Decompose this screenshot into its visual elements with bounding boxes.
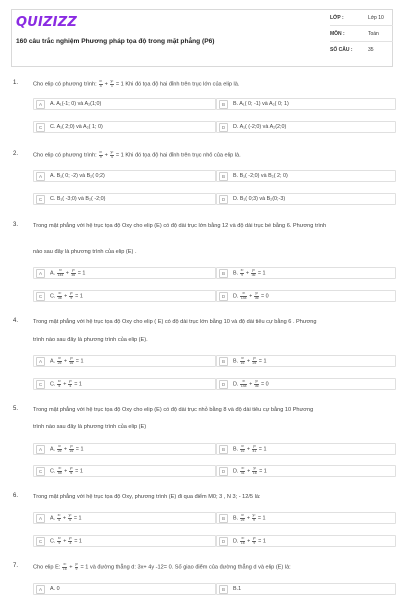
answer-option-b[interactable] <box>216 355 396 367</box>
fraction: $\frac{\text{y²}}{9}$ <box>69 290 73 300</box>
question-5 <box>11 406 393 482</box>
fraction: $\frac{\text{y²}}{25}$ <box>252 355 257 365</box>
fraction: $\frac{\text{y²}}{36}$ <box>251 267 256 277</box>
fraction: $\frac{\text{y²}}{36}$ <box>71 267 76 277</box>
answer-option-b[interactable] <box>216 443 396 455</box>
fraction: $\frac{\text{y²}}{36}$ <box>254 290 259 300</box>
option-text: B. $\frac{\text{x²}}{9}$ + $\frac{\text{y²}}{36}$ = 1 <box>233 267 266 277</box>
meta-key: MÔN : <box>330 30 345 37</box>
question-number: 2. <box>13 151 19 157</box>
fraction: $\frac{\text{x²}}{144}$ <box>57 267 64 277</box>
fraction: $\frac{\text{x²}}{5}$ <box>57 378 61 388</box>
answer-option-b[interactable] <box>216 267 396 279</box>
question-text-part: Cho elip E: <box>33 564 62 571</box>
option-text: A. $\frac{\text{x²}}{25}$ + $\frac{\text{y²}}{16}$ = 1 <box>50 355 84 365</box>
answer-option-d[interactable] <box>216 535 396 547</box>
option-badge: B <box>219 445 228 454</box>
option-badge: A <box>36 100 45 109</box>
worksheet-meta <box>330 10 393 58</box>
question-text: Cho elip có phương trình: $\frac{\text{x²}}{4}$ + $\frac{\text{y²}}{1}$ = 1 Khi đó tọa độ hai đỉnh trên trục lớn của elip là. <box>33 79 240 88</box>
option-badge: C <box>36 380 45 389</box>
fraction: $\frac{\text{x²}}{36}$ <box>57 290 62 300</box>
option-text: A. 0 <box>50 586 60 592</box>
option-badge: B <box>219 514 228 523</box>
question-text-part: Cho elip có phương trình: <box>33 152 99 159</box>
answer-option-c[interactable] <box>33 193 216 205</box>
option-text: C. $\frac{\text{x²}}{9}$ + $\frac{\text{y²}}{3}$ = 1 <box>50 535 82 545</box>
fraction: $\frac{\text{y²}}{9}$ <box>252 512 256 522</box>
answer-option-c[interactable] <box>33 290 216 302</box>
answer-option-d[interactable] <box>216 378 396 390</box>
fraction: $\frac{\text{x²}}{9}$ <box>99 150 103 159</box>
option-text: D. $\frac{\text{x²}}{144}$ + $\frac{\text{y²}}{36}$ = 0 <box>233 290 269 300</box>
answer-option-b[interactable] <box>216 583 396 595</box>
fraction: $\frac{\text{x²}}{55}$ <box>57 465 62 475</box>
fraction: $\frac{\text{y²}}{4}$ <box>68 378 72 388</box>
fraction: $\frac{\text{x²}}{16}$ <box>240 443 245 453</box>
question-1 <box>11 80 393 140</box>
option-text: A. $\frac{\text{x²}}{144}$ + $\frac{\text{y²}}{36}$ = 1 <box>50 267 86 277</box>
question-text: Trong mặt phẳng với hệ trục tọa độ Oxy, phương trình (E) đi qua điểm M0; 3 , N 3; - 12/5 là: <box>33 494 261 500</box>
answer-option-a[interactable] <box>33 355 216 367</box>
option-text: D. $\frac{\text{x²}}{144}$ + $\frac{\text{y²}}{36}$ = 0 <box>233 378 269 388</box>
answer-option-b[interactable] <box>216 98 396 110</box>
option-badge: A <box>36 172 45 181</box>
fraction: $\frac{\text{x²}}{9}$ <box>240 267 244 277</box>
option-badge: A <box>36 585 45 594</box>
fraction: $\frac{\text{y²}}{1}$ <box>110 79 114 88</box>
fraction: $\frac{\text{x²}}{25}$ <box>57 355 62 365</box>
meta-value: Lớp 10 <box>368 14 384 21</box>
fraction: $\frac{\text{y²}}{41}$ <box>252 443 257 453</box>
question-text: Trong mặt phẳng với hệ trục tọa độ Oxy cho elip ( E) có độ dài trục lớn bằng 10 và độ dài tiêu cự bằng 6 . Phương <box>33 319 317 325</box>
worksheet-title: 160 câu trắc nghiệm Phương pháp tọa độ trong mặt phẳng (P6) <box>16 38 215 45</box>
option-text: D. A₁( (-2;0) và A₂(2;0) <box>233 124 287 130</box>
question-number: 6. <box>13 493 19 499</box>
question-text-part: = 1 Khi đó tọa độ hai đỉnh trên trục lớn của elip là. <box>114 81 240 88</box>
answer-option-a[interactable] <box>33 170 216 182</box>
fraction: $\frac{\text{x²}}{144}$ <box>240 290 247 300</box>
answer-option-a[interactable] <box>33 98 216 110</box>
answer-option-c[interactable] <box>33 121 216 133</box>
option-text: B.1 <box>233 586 242 592</box>
fraction: $\frac{\text{x²}}{25}$ <box>57 443 62 453</box>
answer-option-d[interactable] <box>216 290 396 302</box>
answer-option-a[interactable] <box>33 583 216 595</box>
question-text: Cho elip có phương trình: $\frac{\text{x²}}{9}$ + $\frac{\text{y²}}{4}$ = 1 Khi đó tọa độ hai đỉnh trên trục nhỏ của elip là. <box>33 150 241 159</box>
option-badge: A <box>36 514 45 523</box>
option-text: C. $\frac{\text{x²}}{55}$ + $\frac{\text{y²}}{6}$ = 1 <box>50 465 83 475</box>
question-2 <box>11 151 393 211</box>
option-text: A. $\frac{\text{x²}}{25}$ + $\frac{\text{y²}}{16}$ = 1 <box>50 443 84 453</box>
worksheet-header <box>11 9 393 67</box>
meta-row-class <box>330 10 393 26</box>
question-text-part: = 1 Khi đó tọa độ hai đỉnh trên trục nhỏ của elip là. <box>114 152 241 159</box>
meta-row-subject <box>330 26 393 42</box>
fraction: $\frac{\text{y²}}{4}$ <box>110 150 114 159</box>
fraction: $\frac{\text{y²}}{6}$ <box>69 465 73 475</box>
option-text: C. $\frac{\text{x²}}{5}$ + $\frac{\text{y²}}{4}$ = 1 <box>50 378 82 388</box>
fraction: $\frac{\text{x²}}{25}$ <box>240 512 245 522</box>
option-text: D. $\frac{\text{x²}}{16}$ + $\frac{\text{y²}}{9}$ = 1 <box>233 535 266 545</box>
answer-option-d[interactable] <box>216 193 396 205</box>
fraction: $\frac{\text{x²}}{16}$ <box>240 355 245 365</box>
option-badge: B <box>219 172 228 181</box>
answer-option-a[interactable] <box>33 267 216 279</box>
fraction: $\frac{\text{y²}}{3}$ <box>68 535 72 545</box>
question-text-part: = 1 và đường thẳng d: 3x+ 4y -12= 0. Số giao điểm của đường thẳng d và elip (E) là: <box>78 564 291 571</box>
fraction: $\frac{\text{y²}}{16}$ <box>69 443 74 453</box>
meta-key: LỚP : <box>330 14 344 21</box>
quizizz-logo: QUIZIZZ <box>16 15 77 30</box>
option-badge: D <box>219 292 228 301</box>
answer-option-a[interactable] <box>33 443 216 455</box>
question-text: Trong mặt phẳng với hệ trục tọa độ Oxy cho elip (E) có độ dài trục nhỏ bằng 8 và độ dài tiêu cự bằng 10 Phương <box>33 407 314 413</box>
option-badge: A <box>36 357 45 366</box>
option-text: C. A₁( 2;0) và A₂( 1; 0) <box>50 124 103 130</box>
option-badge: B <box>219 269 228 278</box>
fraction: $\frac{\text{y²}}{16}$ <box>69 355 74 365</box>
option-badge: D <box>219 537 228 546</box>
option-badge: D <box>219 467 228 476</box>
question-number: 1. <box>13 80 19 86</box>
question-6 <box>11 493 393 553</box>
question-4 <box>11 318 393 394</box>
meta-key: SỐ CÂU : <box>330 47 353 53</box>
option-badge: A <box>36 445 45 454</box>
option-badge: A <box>36 269 45 278</box>
question-7 <box>11 563 393 597</box>
fraction: $\frac{\text{x²}}{4}$ <box>99 79 103 88</box>
question-3 <box>11 222 393 306</box>
meta-row-count <box>330 42 393 58</box>
question-number: 7. <box>13 563 19 569</box>
question-text-line2: trình nào sau đây là phương trình của elip (E). <box>33 337 148 343</box>
option-badge: C <box>36 537 45 546</box>
option-badge: C <box>36 195 45 204</box>
question-text: Trong mặt phẳng với hệ trục tọa độ Oxy cho elip (E) có độ dài trục lớn bằng 12 và độ dài trục bé bằng 6. Phương trình <box>33 223 327 229</box>
answer-option-c[interactable] <box>33 465 216 477</box>
option-text: B. $\frac{\text{x²}}{25}$ + $\frac{\text{y²}}{9}$ = 1 <box>233 512 266 522</box>
option-badge: D <box>219 123 228 132</box>
option-text: A. A₁(-1; 0) và A₂(1;0) <box>50 101 102 107</box>
fraction: $\frac{\text{y²}}{4}$ <box>68 512 72 522</box>
fraction: $\frac{\text{x²}}{16}$ <box>62 562 67 571</box>
fraction: $\frac{\text{y²}}{36}$ <box>254 378 259 388</box>
option-text: A. $\frac{\text{x²}}{4}$ + $\frac{\text{y²}}{4}$ = 1 <box>50 512 82 522</box>
option-badge: C <box>36 123 45 132</box>
meta-value: 35 <box>368 47 374 53</box>
option-text: D. $\frac{\text{x²}}{41}$ + $\frac{\text{y²}}{16}$ = 1 <box>233 465 267 475</box>
answer-option-d[interactable] <box>216 465 396 477</box>
answer-option-a[interactable] <box>33 512 216 524</box>
option-text: B. A₁( 0; -1) và A₂( 0; 1) <box>233 101 289 107</box>
fraction: $\frac{\text{y²}}{9}$ <box>75 562 78 571</box>
option-badge: B <box>219 357 228 366</box>
question-text-part: Cho elip có phương trình: <box>33 81 99 88</box>
answer-option-d[interactable] <box>216 121 396 133</box>
fraction: $\frac{\text{x²}}{4}$ <box>57 512 61 522</box>
option-text: B. $\frac{\text{x²}}{16}$ + $\frac{\text{y²}}{25}$ = 1 <box>233 355 267 365</box>
question-number: 4. <box>13 318 19 324</box>
question-text: Cho elip E: $\frac{\text{x²}}{16}$ + $\frac{\text{y²}}{9}$ = 1 và đường thẳng d: 3x+ 4y -12= 0. Số giao điểm của đường thẳng d và elip (E) là: <box>33 562 291 571</box>
option-text: B. $\frac{\text{x²}}{16}$ + $\frac{\text{y²}}{41}$ = 1 <box>233 443 267 453</box>
fraction: $\frac{\text{x²}}{16}$ <box>240 535 245 545</box>
option-badge: B <box>219 100 228 109</box>
answer-option-c[interactable] <box>33 535 216 547</box>
option-text: C. B₁( -3;0) và B₂( -2;0) <box>50 196 106 202</box>
option-text: A. B₁( 0; -2) và B₂( 0;2) <box>50 173 105 179</box>
option-text: C. $\frac{\text{x²}}{36}$ + $\frac{\text{y²}}{9}$ = 1 <box>50 290 83 300</box>
question-number: 5. <box>13 406 19 412</box>
answer-option-b[interactable] <box>216 512 396 524</box>
question-number: 3. <box>13 222 19 228</box>
fraction: $\frac{\text{y²}}{9}$ <box>252 535 256 545</box>
answer-option-c[interactable] <box>33 378 216 390</box>
question-text-line2: nào sau đây là phương trình của elip (E) . <box>33 249 137 255</box>
answer-option-b[interactable] <box>216 170 396 182</box>
question-text-line2: trình nào sau đây là phương trình của elip (E) <box>33 424 147 430</box>
option-badge: B <box>219 585 228 594</box>
fraction: $\frac{\text{y²}}{16}$ <box>252 465 257 475</box>
option-badge: C <box>36 467 45 476</box>
option-badge: D <box>219 380 228 389</box>
fraction: $\frac{\text{x²}}{144}$ <box>240 378 247 388</box>
option-text: B. B₁( -2;0) và B₂( 2; 0) <box>233 173 288 179</box>
fraction: $\frac{\text{x²}}{41}$ <box>240 465 245 475</box>
fraction: $\frac{\text{x²}}{9}$ <box>57 535 61 545</box>
meta-value: Toán <box>368 30 379 37</box>
option-badge: D <box>219 195 228 204</box>
option-text: D. B₁( 0;3) và B₂(0;-3) <box>233 196 286 202</box>
option-badge: C <box>36 292 45 301</box>
